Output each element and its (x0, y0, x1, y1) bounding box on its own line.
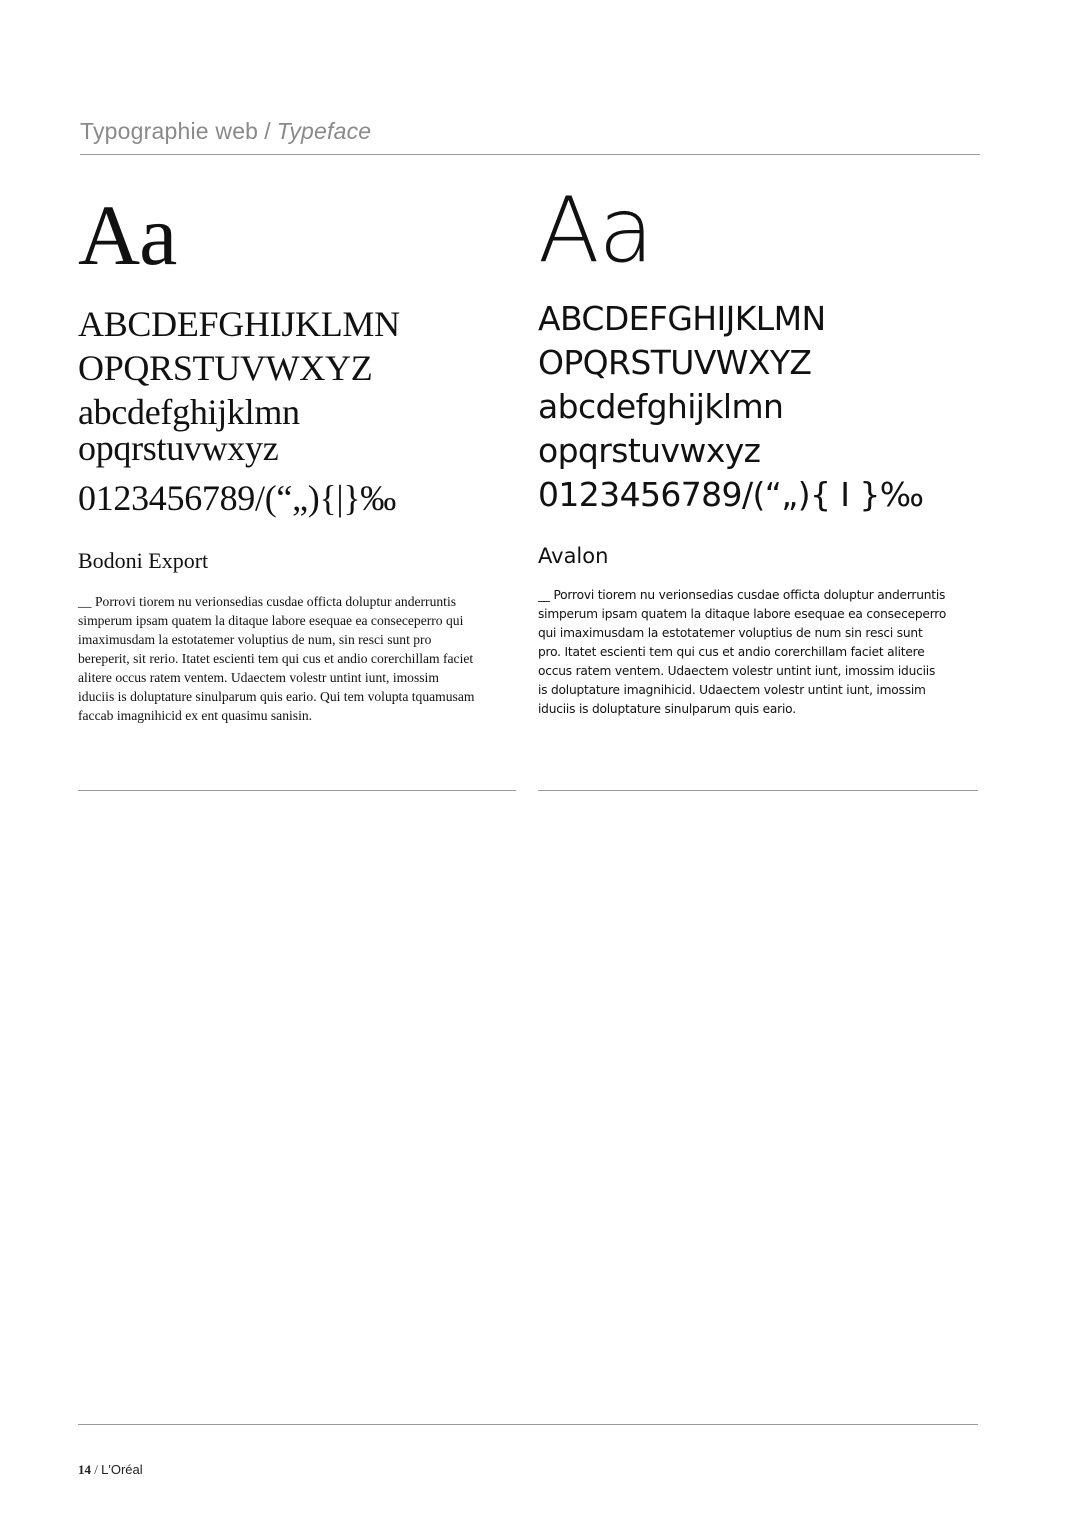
sans-figures-line: 0123456789/(“„){ I }‰ (538, 475, 924, 514)
sans-body-text: __ Porrovi tiorem nu verionsedias cusdae officta doluptur anderruntis simperum ipsam quatem la ditaque labore esequae ea conseceperro qui imaximusdam la estotatemer voluptius de num sin resci sunt pro. Itatet escienti tem qui cus et andio corerchillam faciet alitere occus ratem ventem. Udaectem volestr untint iunt, imossim iduciis is doluptature imagnihicid. Udaectem volestr untint iunt, imossim iduciis is doluptature sinulparum quis eario. (538, 588, 947, 716)
footer-separator: / (94, 1462, 98, 1477)
sans-lowercase-line-2: opqrstuvwxyz (538, 431, 761, 470)
serif-lowercase-line-1: abcdefghijklmn (78, 392, 300, 432)
page-header (80, 118, 980, 145)
serif-lowercase-line-2: opqrstuvwxyz (78, 428, 279, 468)
header-title-fr: Typographie web (80, 118, 259, 144)
sans-uppercase-line-1: ABCDEFGHIJKLMN (538, 299, 826, 338)
sans-section-rule (538, 790, 978, 791)
serif-font-name: Bodoni Export (78, 548, 209, 573)
serif-section-rule (78, 790, 516, 791)
sans-uppercase-line-2: OPQRSTUVWXYZ (538, 343, 812, 382)
serif-sample-aa: Aa (78, 187, 177, 283)
sans-lowercase-line-1: abcdefghijklmn (538, 387, 784, 426)
serif-uppercase-line-1: ABCDEFGHIJKLMN (78, 304, 400, 344)
serif-figures-line: 0123456789/(“„){|}‰ (78, 478, 397, 518)
serif-uppercase-line-2: OPQRSTUVWXYZ (78, 348, 373, 388)
footer-brand: L'Oréal (101, 1462, 143, 1477)
header-separator: / (264, 118, 271, 144)
sans-font-name: Avalon (538, 544, 609, 568)
sans-sample-aa: Aa (538, 178, 653, 283)
serif-body-text: __ Porrovi tiorem nu verionsedias cusdae officta doluptur anderruntis simperum ipsam quatem la ditaque labore esequae ea conseceperro qui imaximusdam la estotatemer voluptius de num, sin resci sunt pro bereperit, sit rerio. Itatet escienti tem qui cus et andio corerchillam faciet alitere occus ratem ventem. Udaectem volestr untint iunt, imossim iduciis is doluptature sinulparum quis eario. Qui tem volupta tquamusam faccab imagnihicid ex ent quasimu sanisin. (78, 594, 475, 723)
page-number: 14 (78, 1462, 91, 1477)
page-footer (78, 1462, 143, 1478)
header-title-en: Typeface (276, 118, 372, 144)
footer-rule (78, 1424, 978, 1425)
header-rule (80, 154, 980, 155)
